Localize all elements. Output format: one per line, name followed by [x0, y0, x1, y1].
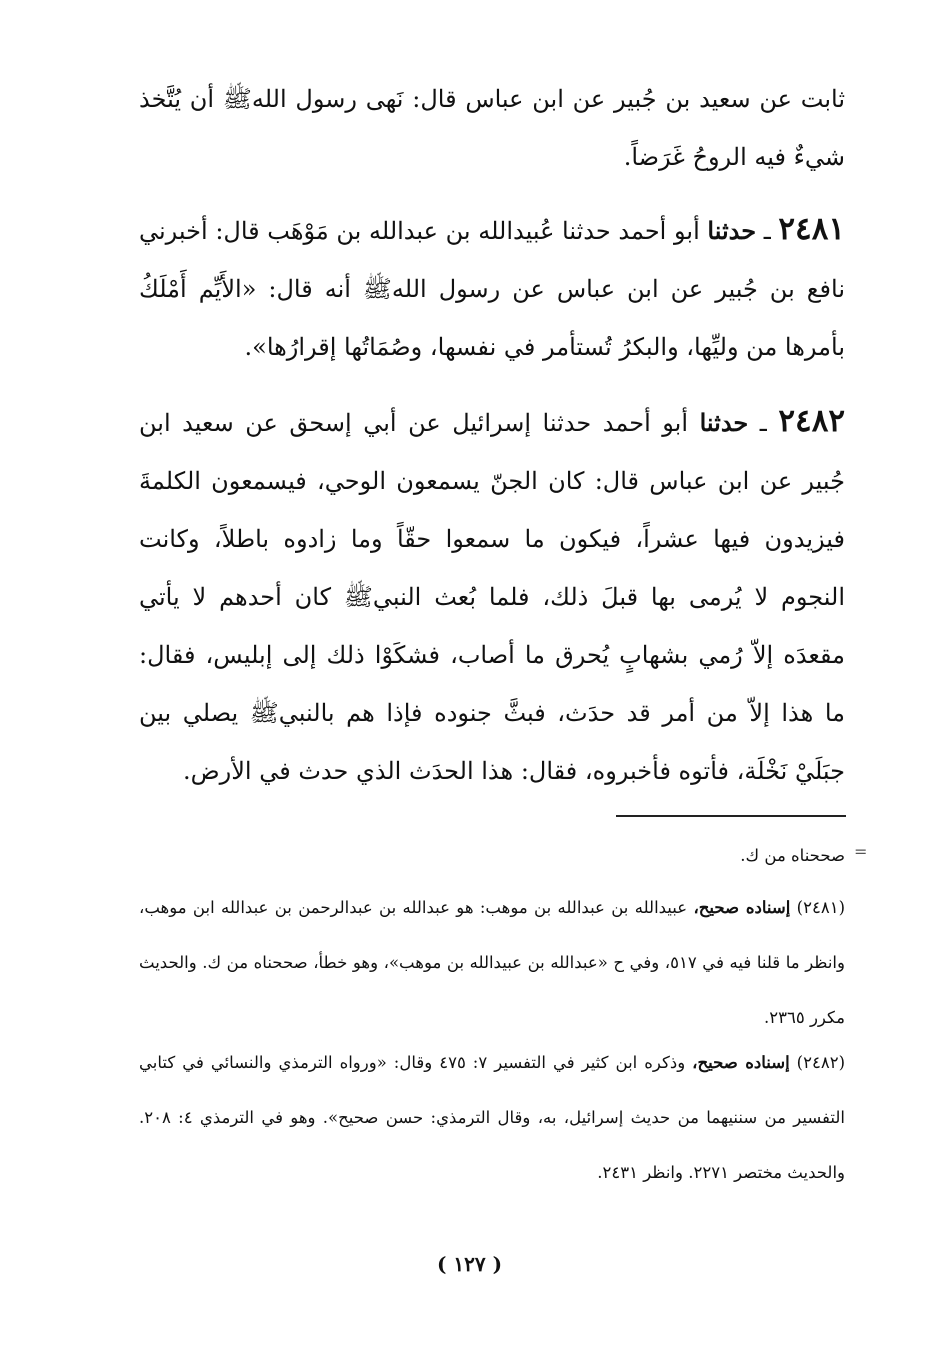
- footnote-continuation-text: صححناه من ك.: [740, 846, 845, 865]
- haddathana-word: حدثنا: [707, 216, 757, 245]
- footnote-separator: [616, 815, 846, 817]
- intro-paragraph: [139, 70, 845, 186]
- footnote-continuation: [139, 828, 845, 883]
- footnote-number: (٢٤٨١): [796, 898, 845, 917]
- haddathana-word: حدثنا: [699, 408, 749, 437]
- hadith-text: أبو أحمد حدثنا إسرائيل عن أبي إسحق عن سعيد ابن جُبير عن ابن عباس قال: كان الجنّ يسمعون الوحي، فيسمعون الكلمةَ فيزيدون فيها عشراً، فيكون ما سمعوا حقّاً وما زادوه باطلاً، وكانت النجوم لا يُرمى بها قبلَ ذلك، فلما بُعث النبيﷺ كان أحدهم لا يأتي مقعدَه إلاّ رُمي بشهابٍ يُحرق ما أصاب، فشكَوْا ذلك إلى إبليس، فقال: ما هذا إلاّ من أمر قد حدَث، فبثَّ جنوده فإذا هم بالنبيﷺ يصلي بين جبَلَيْ نَخْلَة، فأتوه فأخبروه، فقال: هذا الحدَث الذي حدث في الأرض.: [139, 409, 845, 785]
- hadith-number: ٢٤٨١: [778, 211, 845, 247]
- footnote-2482: [139, 1035, 845, 1200]
- hadith-dash: ـ: [756, 217, 779, 245]
- page-number: ( ١٢٧ ): [436, 1252, 503, 1276]
- hadith-2482: [139, 392, 845, 800]
- hadith-text: أبو أحمد حدثنا عُبيدالله بن عبدالله بن مَوْهَب قال: أخبرني نافع بن جُبير عن ابن عباس عن رسول اللهﷺ أنه قال: «الأَيِّم أَمْلَكُ بأمرها من وليِّها، والبكرُ تُستأمر في نفسها، وصُمَاتُها إقرارُها».: [139, 217, 845, 361]
- intro-text: ثابت عن سعيد بن جُبير عن ابن عباس قال: نَهى رسول اللهﷺ أن يُتَّخذ شيءٌ فيه الروحُ غَرَضاً.: [139, 85, 845, 171]
- hadith-2481: [139, 200, 845, 376]
- footnote-heading: إسناده صحيح،: [693, 898, 791, 917]
- footnote-text: وذكره ابن كثير في التفسير ٧: ٤٧٥ وقال: «ورواه الترمذي والنسائي في كتابي التفسير من سننيهما من حديث إسرائيل، به، وقال الترمذي: حسن صحيح». وهو في الترمذي ٤: ٢٠٨. والحديث مختصر ٢٢٧١. وانظر ٢٤٣١.: [139, 1053, 845, 1182]
- footnote-2481: [139, 880, 845, 1045]
- hadith-number: ٢٤٨٢: [778, 403, 845, 439]
- footnote-text: عبيدالله بن عبدالله بن موهب: هو عبدالله بن عبدالرحمن بن عبدالله ابن موهب، وانظر ما قلنا فيه في ٥١٧، وفي ح «عبدالله بن عبيدالله بن موهب»، وهو خطأ، صححناه من ك. والحديث مكرر ٢٣٦٥.: [139, 898, 845, 1027]
- footnote-number: (٢٤٨٢): [796, 1053, 845, 1072]
- continuation-marker: =: [854, 842, 868, 861]
- footnote-heading: إسناده صحيح،: [692, 1053, 790, 1072]
- hadith-dash: ـ: [748, 409, 779, 437]
